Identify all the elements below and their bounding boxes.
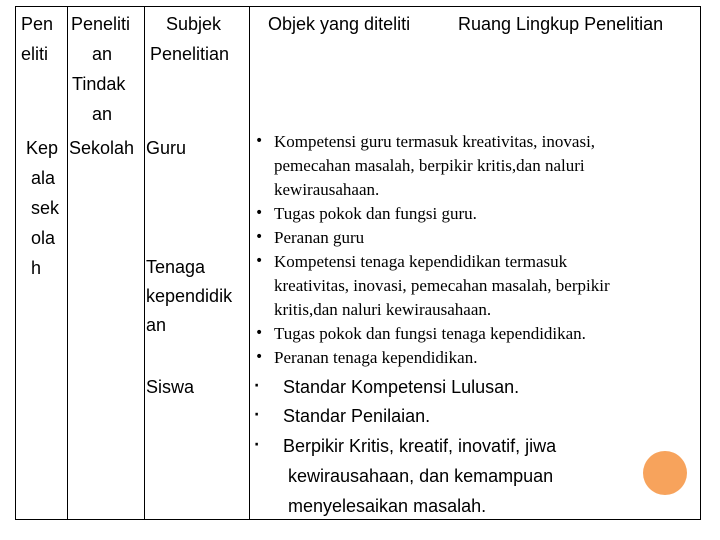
guru-object-1-line1: Kompetensi guru termasuk kreativitas, inovasi, xyxy=(274,132,596,151)
guru-object-1-line2: pemecahan masalah, berpikir kritis,dan naluri xyxy=(274,156,585,175)
bullet-round: • xyxy=(255,133,264,149)
header-col2-line2: an xyxy=(92,44,113,64)
guru-object-1-line3: kewirausahaan. xyxy=(274,180,380,199)
siswa-object-1: Standar Kompetensi Lulusan. xyxy=(283,377,520,397)
bullet-round: • xyxy=(255,205,264,221)
subject-tenaga-line3: an xyxy=(146,315,167,335)
tenaga-object-1-line3: kritis,dan naluri kewirausahaan. xyxy=(274,300,492,319)
bullet-round: • xyxy=(255,325,264,341)
siswa-object-3-line2: kewirausahaan, dan kemampuan xyxy=(288,466,554,486)
subject-siswa: Siswa xyxy=(146,377,195,397)
header-col3-line2: Penelitian xyxy=(150,44,230,64)
guru-object-3: Peranan guru xyxy=(274,228,365,247)
tenaga-object-3: Peranan tenaga kependidikan. xyxy=(274,348,478,367)
bullet-dot: · xyxy=(254,437,260,453)
column-divider xyxy=(67,7,68,519)
bullet-round: • xyxy=(255,229,264,245)
guru-object-2: Tugas pokok dan fungsi guru. xyxy=(274,204,477,223)
subject-tenaga-line1: Tenaga xyxy=(146,257,206,277)
bullet-dot: · xyxy=(254,378,260,394)
penelitian-line1: Kep xyxy=(26,138,59,158)
tenaga-object-1-line1: Kompetensi tenaga kependidikan termasuk xyxy=(274,252,568,271)
header-col2-line4: an xyxy=(92,104,113,124)
penelitian-line2: ala xyxy=(31,168,56,188)
header-col2-line1: Peneliti xyxy=(71,14,131,34)
bullet-round: • xyxy=(255,253,264,269)
subject-guru: Guru xyxy=(146,138,187,158)
tenaga-object-2: Tugas pokok dan fungsi tenaga kependidikan. xyxy=(274,324,586,343)
header-col1-line2: eliti xyxy=(21,44,49,64)
header-col3-line1: Subjek xyxy=(166,14,222,34)
penelitian-line3: sek xyxy=(31,198,60,218)
header-col1-line1: Pen xyxy=(21,14,54,34)
pelaksana-cell: Sekolah xyxy=(69,138,135,158)
decorative-circle xyxy=(643,451,687,495)
column-divider xyxy=(144,7,145,519)
penelitian-line5: h xyxy=(31,258,42,278)
siswa-object-3-line1: Berpikir Kritis, kreatif, inovatif, jiwa xyxy=(283,436,557,456)
header-col5: Ruang Lingkup Penelitian xyxy=(458,14,664,34)
siswa-object-3-line3: menyelesaikan masalah. xyxy=(288,496,487,516)
header-col2-line3: Tindak xyxy=(72,74,126,94)
header-col4: Objek yang diteliti xyxy=(268,14,411,34)
subject-tenaga-line2: kependidik xyxy=(146,286,233,306)
column-divider xyxy=(249,7,250,519)
bullet-round: • xyxy=(255,349,264,365)
bullet-dot: · xyxy=(254,407,260,423)
penelitian-line4: ola xyxy=(31,228,56,248)
tenaga-object-1-line2: kreativitas, inovasi, pemecahan masalah, berpikir xyxy=(274,276,610,295)
siswa-object-2: Standar Penilaian. xyxy=(283,406,431,426)
